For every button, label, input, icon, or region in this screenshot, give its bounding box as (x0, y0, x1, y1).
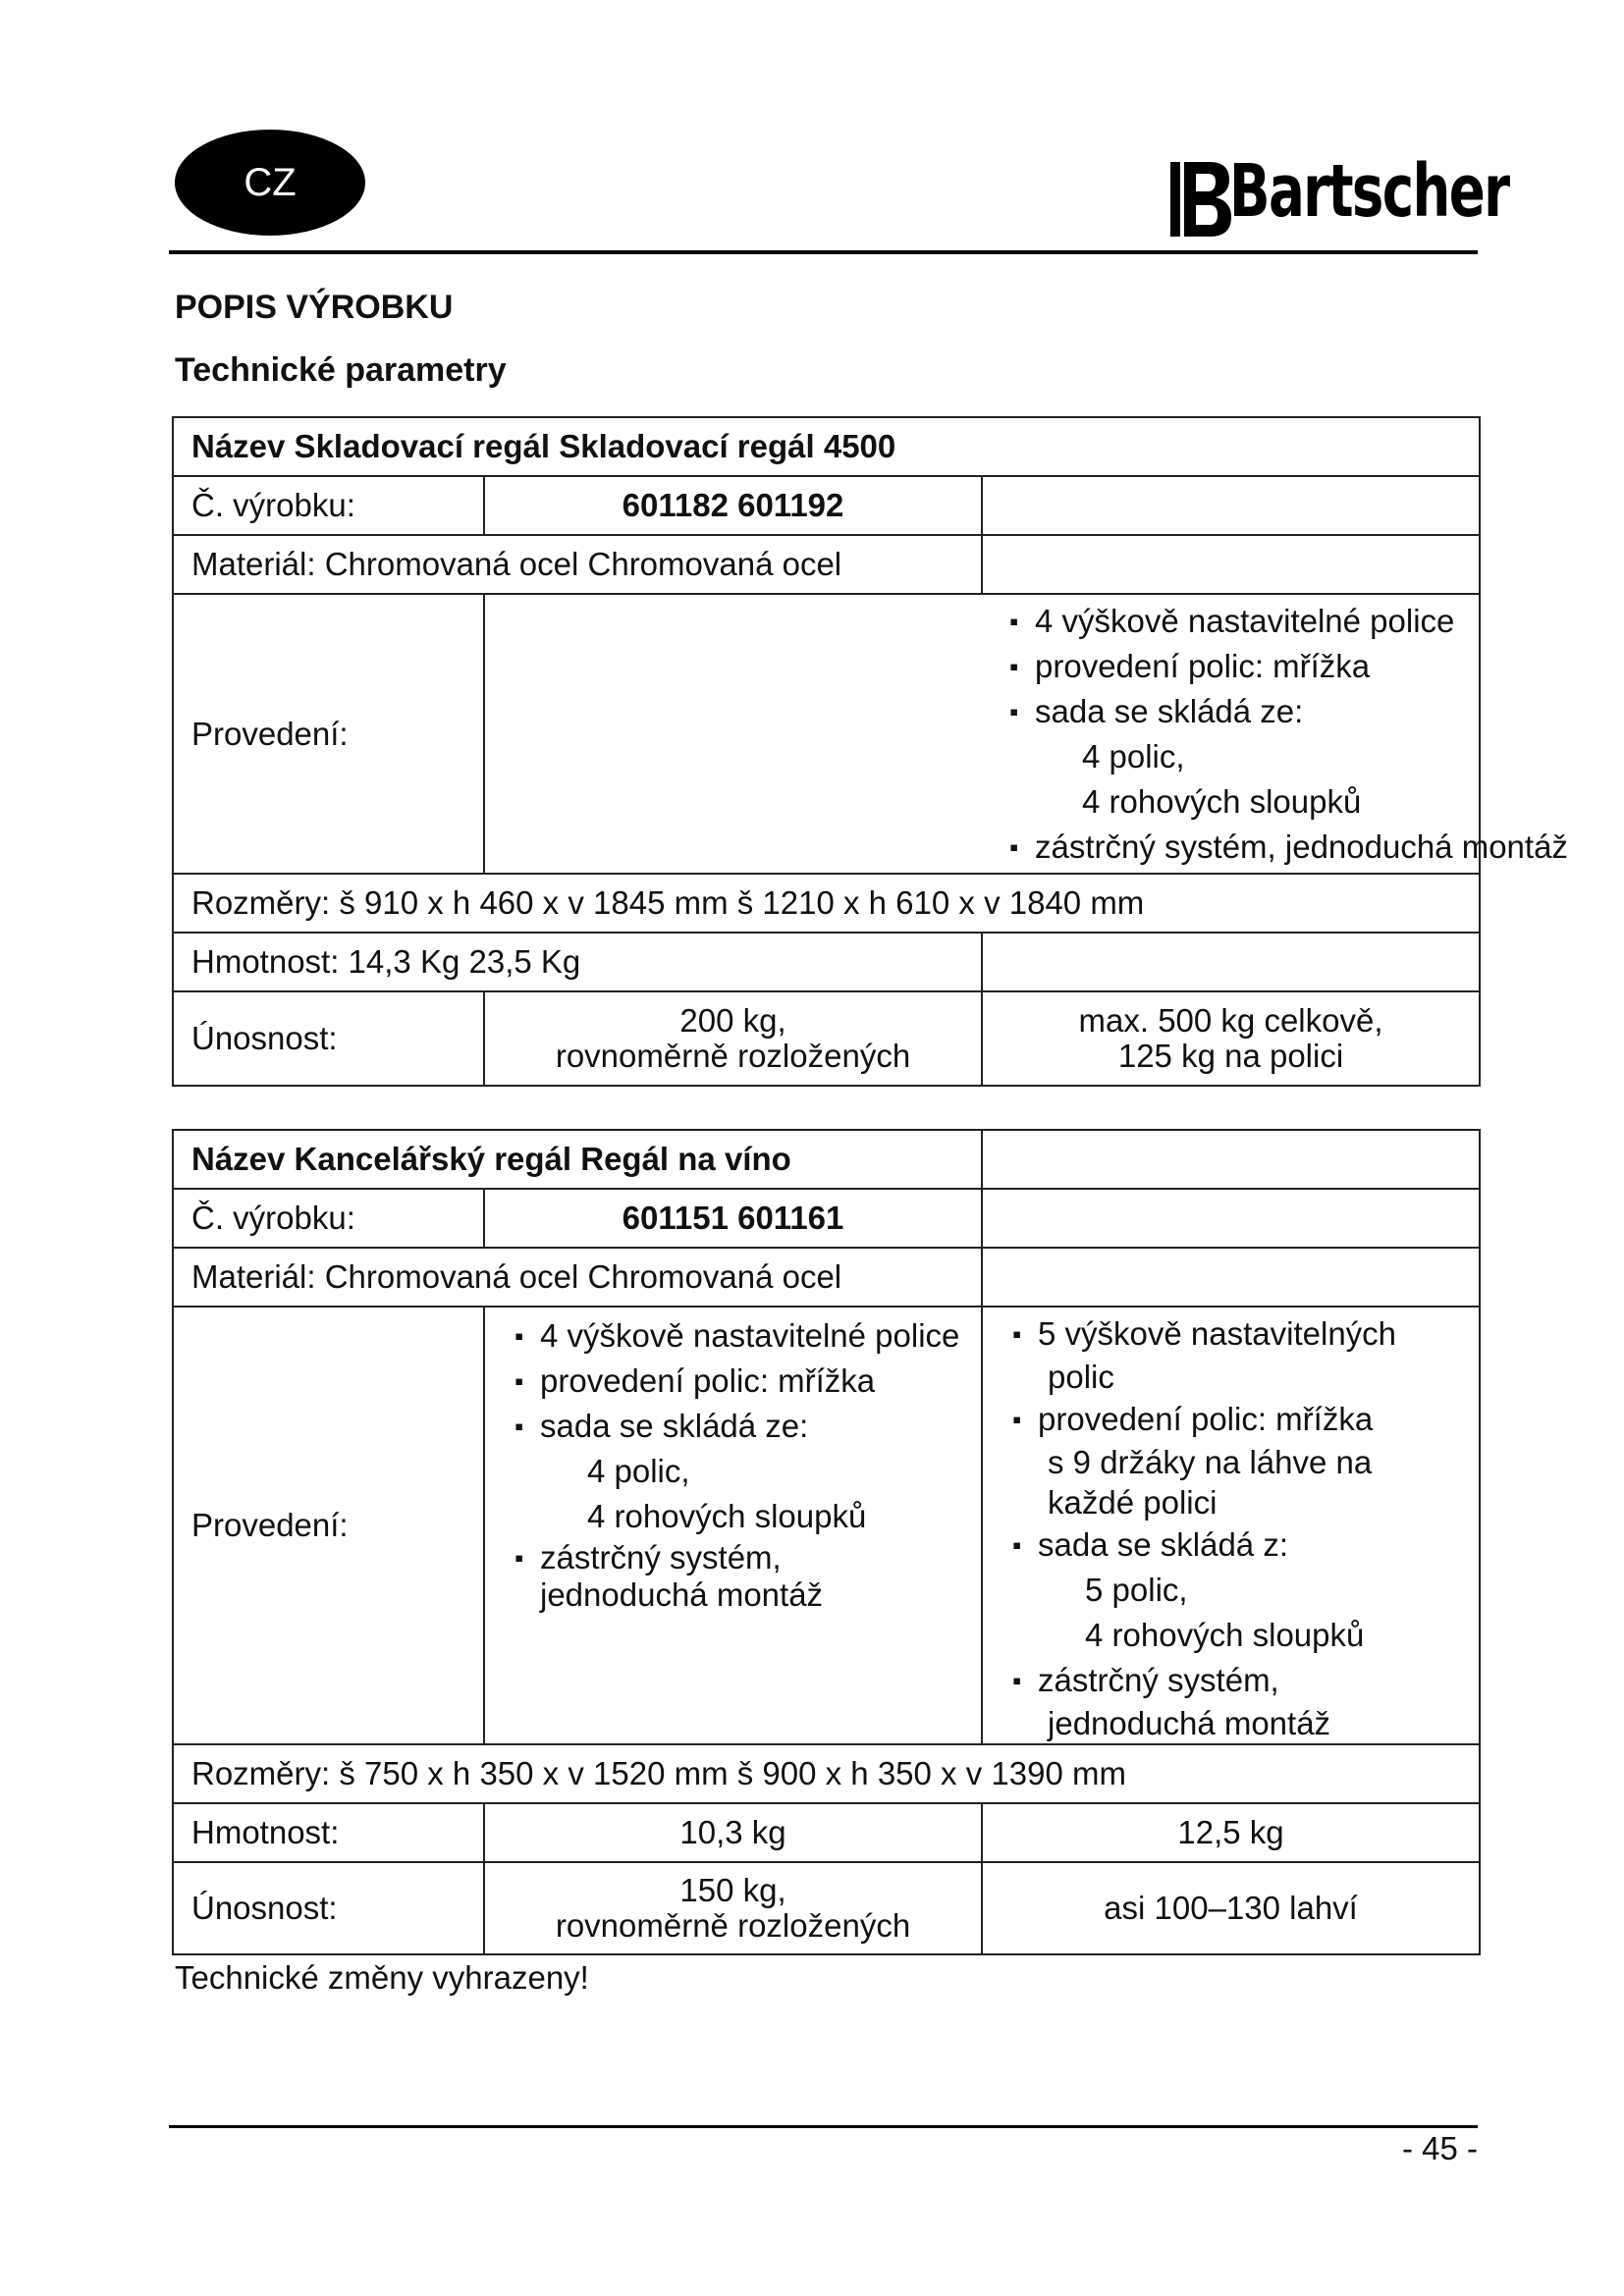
section-title: POPIS VÝROBKU (175, 289, 454, 326)
table2-design-b-cont: s 9 držáky na láhve na (1048, 1444, 1373, 1480)
table2-design-a (484, 1307, 982, 1744)
table2-title: Název Kancelářský regál Regál na víno (173, 1130, 982, 1189)
table2-load-b: asi 100–130 lahví (982, 1862, 1480, 1954)
table1-dimensions: Rozměry: š 910 x h 460 x v 1845 mm š 1210 x h 610 x v 1840 mm (173, 874, 1480, 933)
page-number: - 45 - (1401, 2130, 1478, 2166)
table1-material: Materiál: Chromovaná ocel Chromovaná ocel (173, 535, 982, 594)
table1-load-b (982, 991, 1480, 1086)
table2-design-b-cont: polic (1048, 1359, 1114, 1395)
table2-dimensions: Rozměry: š 750 x h 350 x v 1520 mm š 900 x h 350 x v 1390 mm (173, 1744, 1480, 1803)
brand-name: Bartscher (1229, 149, 1509, 234)
table2-weight-label: Hmotnost: (173, 1803, 484, 1862)
table1-article-label: Č. výrobku: (173, 476, 484, 535)
table1-weight: Hmotnost: 14,3 Kg 23,5 Kg (173, 933, 982, 991)
table2-design-a-sub: 4 polic, (587, 1453, 690, 1489)
table1-design (484, 594, 1568, 874)
table2-design-a-item: ▪ zástrčný systém, (514, 1539, 963, 1576)
table1-article-numbers: 601182 601192 (484, 476, 982, 535)
table2-design-b (982, 1307, 1480, 1744)
table2-article-label: Č. výrobku: (173, 1189, 484, 1248)
table2-design-b-cont: jednoduchá montáž (1048, 1705, 1331, 1741)
table2-design-b-item: ▪ provedení polic: mřížka (1012, 1397, 1461, 1442)
table2-design-a-item: ▪ provedení polic: mřížka (514, 1359, 963, 1404)
table1-load-b-line: max. 500 kg celkově, (1078, 1002, 1383, 1039)
table1-load-a-line: rovnoměrně rozložených (555, 1038, 911, 1074)
table1-design-item: ▪ zástrčný systém, jednoduchá montáž (1009, 825, 1461, 870)
table1-load-a-line: 200 kg, (679, 1002, 786, 1039)
header-rule (169, 250, 1478, 254)
spec-table-1 (172, 416, 1568, 1087)
table2-load-a (484, 1862, 982, 1954)
table1-load-label: Únosnost: (173, 991, 484, 1086)
table1-load-b-line: 125 kg na polici (1117, 1038, 1344, 1074)
table2-design-b-sub: 5 polic, (1085, 1572, 1188, 1608)
table2-design-a-item: ▪ 4 výškově nastavitelné police (514, 1313, 963, 1359)
table1-design-sub: 4 polic, (1082, 737, 1185, 774)
table2-load-a-line: rovnoměrně rozložených (555, 1907, 911, 1944)
table1-title: Název Skladovací regál Skladovací regál 4500 (173, 417, 982, 476)
table2-weight-a: 10,3 kg (484, 1803, 982, 1862)
table2-material: Materiál: Chromovaná ocel Chromovaná ocel (173, 1248, 982, 1307)
spec-table-2 (172, 1129, 1481, 1955)
table2-design-a-sub: 4 rohových sloupků (587, 1498, 867, 1534)
table2-load-a-line: 150 kg, (679, 1872, 786, 1908)
table1-design-label: Provedení: (173, 594, 484, 874)
table2-design-b-item: ▪ zástrčný systém, (1012, 1658, 1461, 1703)
table2-design-b-cont: každé polici (1048, 1484, 1218, 1521)
table2-load-label: Únosnost: (173, 1862, 484, 1954)
table2-design-a-cont: jednoduchá montáž (540, 1576, 824, 1613)
table2-design-b-sub: 4 rohových sloupků (1085, 1617, 1365, 1653)
table2-article-numbers: 601151 601161 (484, 1189, 982, 1248)
footnote: Technické změny vyhrazeny! (175, 1959, 589, 1996)
table2-design-a-item: ▪ sada se skládá ze: (514, 1404, 963, 1449)
table1-design-item: ▪ provedení polic: mřížka (1009, 644, 1461, 689)
table2-design-b-item: ▪ 5 výškově nastavitelných (1012, 1311, 1461, 1357)
table2-design-b-item: ▪ sada se skládá z: (1012, 1522, 1461, 1568)
table1-design-sub: 4 rohových sloupků (1082, 782, 1362, 820)
footer-rule (169, 2125, 1478, 2128)
language-badge: CZ (175, 130, 365, 236)
section-subtitle: Technické parametry (175, 351, 507, 389)
table2-design-label: Provedení: (173, 1307, 484, 1744)
table2-weight-b: 12,5 kg (982, 1803, 1480, 1862)
table1-design-item: ▪ sada se skládá ze: (1009, 689, 1461, 734)
bartscher-b-mark (1170, 160, 1233, 239)
table1-design-item: ▪ 4 výškově nastavitelné police (1009, 599, 1461, 644)
table1-load-a (484, 991, 982, 1086)
